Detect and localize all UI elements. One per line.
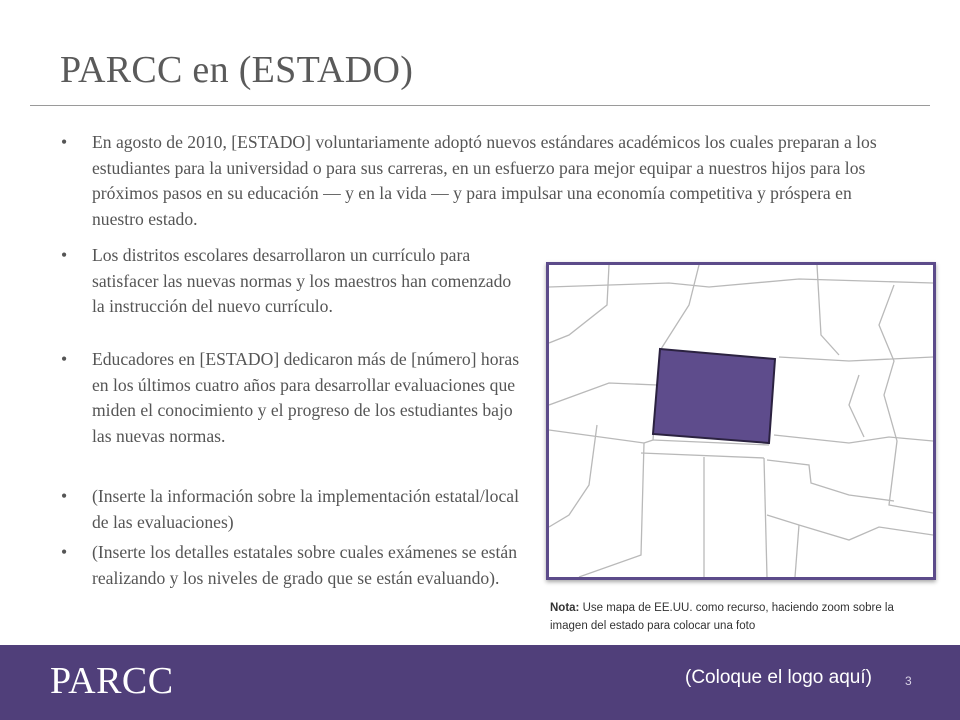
bullet-text: Los distritos escolares desarrollaron un currículo para satisfacer las nuevas normas y los maestros han comenzado la instrucción del nuevo currículo. — [92, 245, 512, 316]
bullet-icon: • — [61, 486, 68, 506]
bullet-text: (Inserte los detalles estatales sobre cuales exámenes se están realizando y los niveles de grado que se están evaluando). — [92, 542, 518, 588]
state-map-image[interactable] — [546, 262, 936, 580]
bullet-item — [61, 243, 522, 320]
bullet-text: (Inserte la información sobre la implementación estatal/local de las evaluaciones) — [92, 486, 519, 532]
title-divider — [30, 105, 930, 106]
bullet-icon: • — [61, 349, 68, 369]
bullet-item — [61, 347, 522, 449]
note-text: Use mapa de EE.UU. como recurso, haciendo zoom sobre la imagen del estado para colocar una foto — [550, 602, 894, 632]
page-number: 3 — [905, 674, 912, 688]
bullet-icon: • — [61, 542, 68, 562]
note-label: Nota: — [550, 602, 580, 614]
bullet-item — [61, 540, 522, 591]
parcc-logo: PARCC — [50, 660, 174, 702]
bullet-text: En agosto de 2010, [ESTADO] voluntariamente adoptó nuevos estándares académicos los cuales preparan a los estudiantes para la universidad o para sus carreras, en un esfuerzo para mejor equipar a nuestros hijos para los próximos pasos en su educación — y en la vida — y para impulsar una economía competitiva y próspera en nuestro estado. — [92, 132, 877, 229]
bullet-item — [61, 484, 522, 535]
bullet-icon: • — [61, 132, 68, 152]
image-note — [550, 599, 930, 635]
slide-title: PARCC en (ESTADO) — [60, 49, 414, 91]
logo-placeholder-text[interactable]: (Coloque el logo aquí) — [685, 667, 872, 688]
bullet-text: Educadores en [ESTADO] dedicaron más de [número] horas en los últimos cuatro años para desarrollar evaluaciones que miden el conocimiento y el progreso de los estudiantes bajo las nuevas normas. — [92, 349, 520, 446]
bullet-item — [61, 130, 892, 232]
bullet-icon: • — [61, 245, 68, 265]
footer-bar — [0, 645, 960, 720]
us-west-map-icon — [549, 265, 933, 577]
